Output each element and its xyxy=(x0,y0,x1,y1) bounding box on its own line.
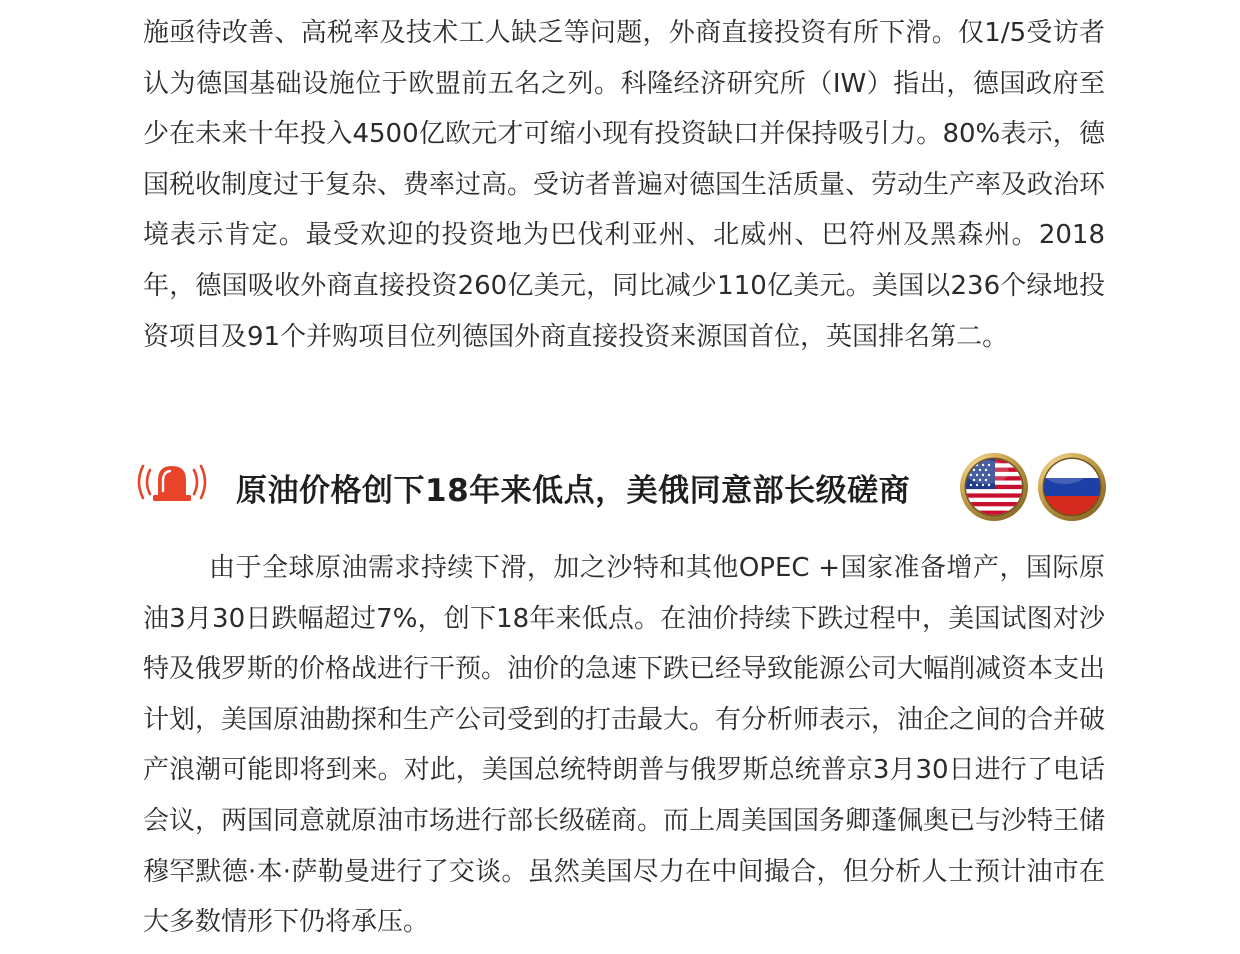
section-title: 原油价格创下18年来低点，美俄同意部长级磋商 xyxy=(236,473,911,509)
section-heading xyxy=(136,452,1116,524)
russia-flag-icon xyxy=(1037,452,1107,522)
body-paragraph: 由于全球原油需求持续下滑，加之沙特和其他OPEC +国家准备增产，国际原油3月30日跌幅超过7%，创下18年来低点。在油价持续下跌过程中，美国试图对沙特及俄罗斯的价格战进行干预。油价的急速下跌已经导致能源公司大幅削减资本支出计划，美国原油勘探和生产公司受到的打击最大。有分析师表示，油企之间的合并破产浪潮可能即将到来。对此，美国总统特朗普与俄罗斯总统普京3月30日进行了电话会议，两国同意就原油市场进行部长级磋商。而上周美国国务卿蓬佩奥已与沙特王储穆罕默德·本·萨勒曼进行了交谈。虽然美国尽力在中间撮合，但分析人士预计油市在大多数情形下仍将承压。 xyxy=(143,553,1106,938)
alarm-bell-icon xyxy=(136,460,208,504)
body-paragraph: 施亟待改善、高税率及技术工人缺乏等问题，外商直接投资有所下滑。仅1/5受访者认为德国基础设施位于欧盟前五名之列。科隆经济研究所（IW）指出，德国政府至少在未来十年投入4500亿欧元才可缩小现有投资缺口并保持吸引力。80%表示，德国税收制度过于复杂、费率过高。受访者普遍对德国生活质量、劳动生产率及政治环境表示肯定。最受欢迎的投资地为巴伐利亚州、北威州、巴符州及黑森州。2018年，德国吸收外商直接投资260亿美元，同比减少110亿美元。美国以236个绿地投资项目及91个并购项目位列德国外商直接投资来源国首位，英国排名第二。 xyxy=(143,18,1106,352)
us-flag-icon xyxy=(959,452,1029,522)
